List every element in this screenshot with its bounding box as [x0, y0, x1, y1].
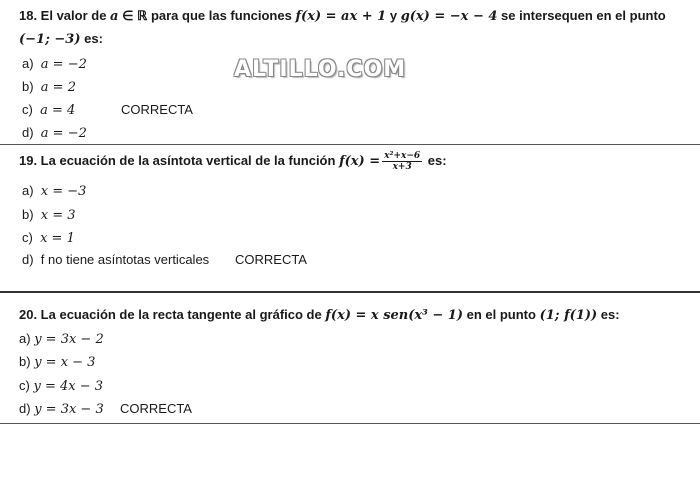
option-value: y = 4x − 3: [33, 379, 104, 394]
q20-point: (1; f(1)): [539, 308, 598, 323]
q20-suffix: es:: [597, 307, 620, 322]
q19-suffix: es:: [424, 152, 447, 168]
q19-option-c: [22, 230, 75, 246]
option-value: a = −2: [40, 126, 87, 141]
q19-option-d: [22, 252, 209, 267]
fraction-numerator: x²+x−6: [384, 151, 421, 161]
option-value: y = 3x − 3: [34, 402, 104, 417]
q18-f-expr: f(x) = ax + 1: [295, 9, 387, 24]
q19-fraction: [382, 151, 422, 172]
option-label: b): [22, 79, 34, 94]
q18-mid1: para que las funciones: [150, 8, 296, 23]
q19-correct-mark: CORRECTA: [235, 252, 307, 267]
option-label: c): [22, 230, 33, 245]
option-label: d): [22, 125, 34, 140]
option-value: y = x − 3: [34, 355, 96, 370]
q19-prefix: 19. La ecuación de la asíntota vertical de la función: [19, 152, 340, 168]
q18-option-a: [22, 56, 87, 72]
q18-prefix: 18. El valor de: [19, 8, 111, 23]
q18-point: (−1; −3): [19, 32, 81, 47]
watermark: ALTILLO.COM: [234, 57, 407, 82]
question-20: [19, 307, 620, 323]
q18-in-reals: ∈ ℝ: [118, 8, 151, 23]
q20-option-c: [19, 378, 103, 394]
q20-option-d: [19, 401, 104, 417]
q18-option-d: [22, 125, 87, 141]
q18-line2-suffix: es:: [80, 31, 103, 46]
q20-mid: en el punto: [463, 307, 540, 322]
option-label: a): [22, 56, 34, 71]
divider: [0, 144, 700, 145]
q18-var-a: a: [110, 9, 119, 24]
option-label: b): [19, 354, 31, 369]
q18-correct-mark: CORRECTA: [121, 102, 193, 117]
option-label: d): [19, 401, 31, 416]
option-label: b): [22, 207, 34, 222]
q20-option-b: [19, 354, 95, 370]
q18-mid2: y: [386, 8, 401, 23]
q18-g-expr: g(x) = −x − 4: [400, 9, 498, 24]
divider: [0, 423, 700, 424]
option-value: x = 1: [40, 231, 75, 246]
option-label: c): [19, 378, 30, 393]
question-18-line2: [19, 31, 103, 47]
option-value: f no tiene asíntotas verticales: [40, 252, 210, 267]
option-value: a = −2: [40, 57, 87, 72]
option-label: d): [22, 252, 34, 267]
q19-f-lhs: f(x) =: [339, 153, 381, 169]
question-18-line1: [19, 8, 666, 24]
divider: [0, 291, 700, 293]
fraction-denominator: x+3: [392, 162, 412, 172]
q18-option-c: [22, 102, 75, 118]
question-19: [19, 151, 447, 172]
q18-line1-suffix: se intersequen en el punto: [497, 8, 666, 23]
option-value: a = 2: [40, 80, 76, 95]
q20-f-expr: f(x) = x sen(x³ − 1): [325, 308, 463, 323]
option-label: a): [19, 331, 31, 346]
option-label: a): [22, 183, 34, 198]
option-value: x = 3: [40, 208, 76, 223]
option-value: a = 4: [40, 103, 76, 118]
q20-prefix: 20. La ecuación de la recta tangente al gráfico de: [19, 307, 326, 322]
option-value: x = −3: [40, 184, 87, 199]
q19-option-a: [22, 183, 86, 199]
option-label: c): [22, 102, 33, 117]
q19-option-b: [22, 207, 76, 223]
q18-option-b: [22, 79, 76, 95]
option-value: y = 3x − 2: [34, 332, 104, 347]
q20-correct-mark: CORRECTA: [120, 401, 192, 416]
q20-option-a: [19, 331, 104, 347]
